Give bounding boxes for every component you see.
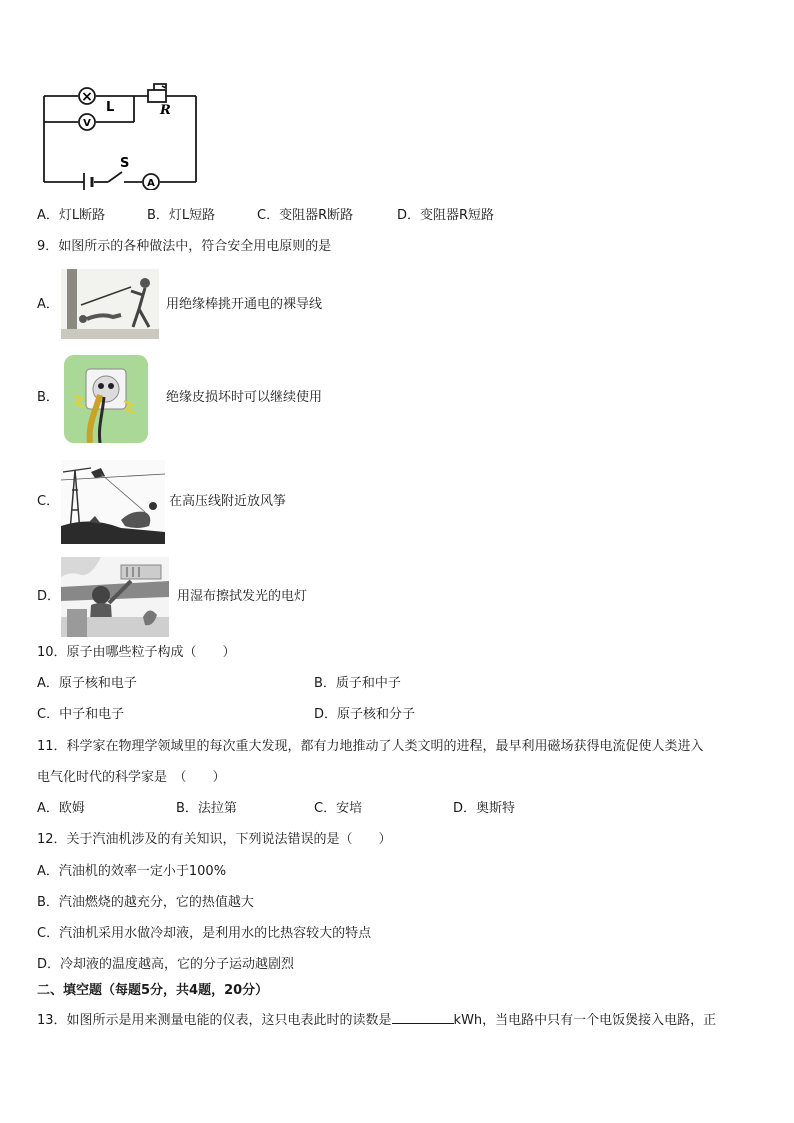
q11-option-d: D．奥斯特: [453, 801, 516, 816]
q9-stem: 9．如图所示的各种做法中，符合安全用电原则的是: [37, 239, 332, 254]
q12-stem: 12．关于汽油机涉及的有关知识，下列说法错误的是（ ）: [37, 832, 392, 847]
q9-image-b: [64, 355, 148, 443]
circuit-svg: [36, 78, 206, 190]
q9-option-c-letter: C．: [37, 494, 60, 509]
q10-stem: 10．原子由哪些粒子构成（ ）: [37, 645, 236, 660]
q11-option-c: C．安培: [314, 801, 363, 816]
q9-option-d-text: 用湿布擦拭发光的电灯: [177, 589, 308, 604]
q8-option-b: B．灯L短路: [147, 208, 216, 223]
q9-option-b-letter: B．: [37, 390, 59, 405]
q10-option-c: C．中子和电子: [37, 707, 125, 722]
voltmeter-symbol: V: [83, 118, 91, 129]
q12-option-a: A．汽油机的效率一定小于100%: [37, 864, 227, 879]
tree-trunk-icon: [67, 269, 77, 339]
circuit-diagram: [36, 78, 206, 190]
q9-image-a: [61, 269, 159, 339]
q8-option-c: C．变阻器R断路: [257, 208, 354, 223]
q12-option-b: B．汽油燃烧的越充分，它的热值越大: [37, 895, 254, 910]
q12-option-d: D．冷却液的温度越高，它的分子运动越剧烈: [37, 957, 295, 972]
lamp-label: L: [106, 100, 115, 115]
person-head-icon: [92, 586, 110, 604]
q10-option-b: B．质子和中子: [314, 676, 401, 691]
q11-option-b: B．法拉第: [176, 801, 237, 816]
q9-option-d-letter: D．: [37, 589, 61, 604]
q9-option-c-text: 在高压线附近放风筝: [169, 494, 287, 509]
section-title: 二、填空题（每题5分，共4题，20分）: [37, 983, 269, 998]
q10-option-a: A．原子核和电子: [37, 676, 137, 691]
lamp-symbol: ×: [81, 89, 93, 105]
q11-option-a: A．欧姆: [37, 801, 85, 816]
switch-label: S: [120, 156, 130, 171]
q8-option-d: D．变阻器R短路: [397, 208, 495, 223]
q12-option-c: C．汽油机采用水做冷却液，是利用水的比热容较大的特点: [37, 926, 372, 941]
q13-line: [37, 1011, 716, 1029]
q13-text-after: kWh，当电路中只有一个电饭煲接入电路，正: [453, 1013, 717, 1028]
q11-stem-line1: 11．科学家在物理学领域里的每次重大发现，都有力地推动了人类文明的进程，最早利用磁场获得电流促使人类进入: [37, 739, 704, 754]
q10-option-d: D．原子核和分子: [314, 707, 416, 722]
person-head-icon: [140, 278, 150, 288]
ammeter-symbol: A: [147, 178, 155, 189]
q13-answer-blank[interactable]: [392, 1011, 454, 1024]
q9-option-a-text: 用绝缘棒挑开通电的裸导线: [166, 297, 323, 312]
q9-option-a-letter: A．: [37, 297, 59, 312]
q9-option-b-text: 绝缘皮损坏时可以继续使用: [166, 390, 323, 405]
q8-option-a: A．灯L断路: [37, 208, 106, 223]
q9-image-c: [61, 460, 165, 544]
rheostat-label: R: [160, 103, 171, 118]
q13-text-before: 13．如图所示是用来测量电能的仪表，这只电表此时的读数是: [37, 1013, 392, 1028]
q9-image-d: [61, 557, 169, 637]
q11-stem-line2: 电气化时代的科学家是 （ ）: [37, 770, 226, 785]
